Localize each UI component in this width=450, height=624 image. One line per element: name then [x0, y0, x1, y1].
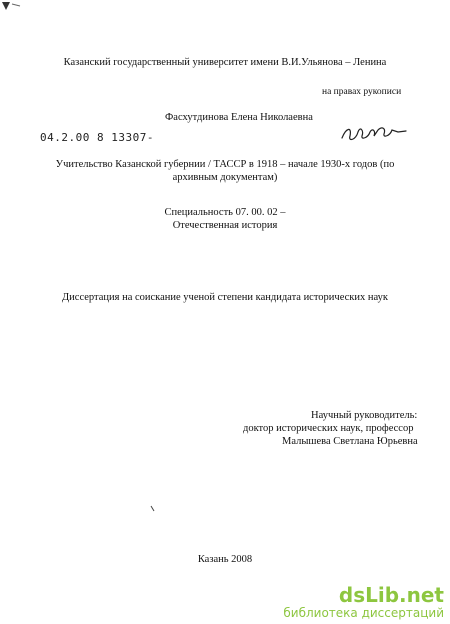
- signature: [338, 120, 408, 146]
- city-year: Казань 2008: [197, 554, 253, 565]
- specialty-code: Специальность 07. 00. 02 –: [164, 207, 286, 218]
- dissertation-title-line-1: Учительство Казанской губернии / ТАССР в 1918 – начале 1930-х годов (по: [55, 159, 395, 170]
- scan-speck: [150, 505, 156, 513]
- university-name: Казанский государственный университет имени В.И.Ульянова – Ленина: [63, 57, 387, 68]
- dissertation-title-line-2: архивным документам): [172, 172, 278, 183]
- corner-scan-mark: [0, 0, 24, 16]
- manuscript-note: на правах рукописи: [322, 87, 402, 97]
- advisor-label: Научный руководитель:: [311, 410, 418, 421]
- watermark-logo: dsLib.net: [338, 583, 444, 607]
- specialty-name: Отечественная история: [172, 220, 278, 231]
- advisor-degree: доктор исторических наук, профессор: [243, 423, 414, 434]
- author-name: Фасхутдинова Елена Николаевна: [165, 112, 313, 123]
- advisor-name: Малышева Светлана Юрьевна: [282, 436, 418, 447]
- dslib-watermark: [283, 584, 444, 620]
- registration-stamp: 04.2.00 8 13307-: [40, 131, 154, 144]
- dissertation-degree: Диссертация на соискание ученой степени кандидата исторических наук: [62, 292, 388, 303]
- watermark-subtitle: библиотека диссертаций: [283, 606, 444, 620]
